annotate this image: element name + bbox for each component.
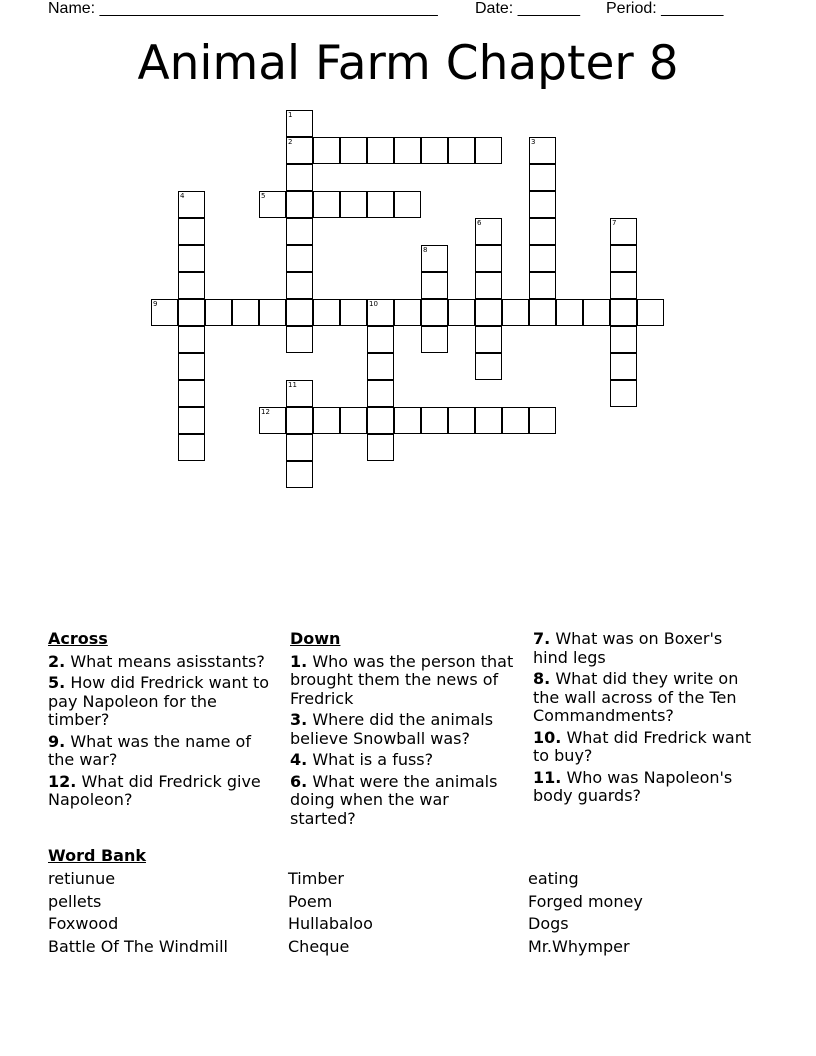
word-bank-item: Dogs — [528, 914, 569, 934]
clue-down-11: 11. Who was Napoleon's body guards? — [533, 767, 733, 805]
crossword-cell[interactable] — [475, 299, 502, 326]
word-bank-item: Forged money — [528, 891, 643, 911]
crossword-cell[interactable] — [367, 326, 394, 353]
crossword-cell[interactable] — [340, 407, 367, 434]
word-bank-column-3 — [528, 868, 643, 959]
clue-number: 2 — [288, 138, 293, 146]
crossword-cell[interactable] — [178, 245, 205, 272]
crossword-cell[interactable] — [421, 407, 448, 434]
clue-number: 7 — [612, 219, 617, 227]
crossword-cell[interactable] — [475, 353, 502, 380]
date-field[interactable]: Date: _______ — [475, 0, 580, 17]
crossword-cell[interactable] — [610, 272, 637, 299]
crossword-cell[interactable] — [286, 218, 313, 245]
clue-down-4: 4. What is a fuss? — [290, 750, 434, 769]
crossword-cell[interactable] — [610, 380, 637, 407]
crossword-grid — [0, 0, 816, 500]
crossword-cell[interactable] — [286, 461, 313, 488]
word-bank-item: Timber — [288, 869, 344, 888]
clue-number: 4 — [180, 192, 185, 200]
down-heading: Down — [290, 629, 341, 648]
crossword-cell[interactable] — [529, 164, 556, 191]
crossword-cell[interactable] — [556, 299, 583, 326]
crossword-cell[interactable] — [178, 434, 205, 461]
crossword-cell[interactable] — [286, 191, 313, 218]
crossword-cell[interactable] — [178, 299, 205, 326]
crossword-cell[interactable] — [448, 299, 475, 326]
across-clues — [48, 630, 278, 813]
crossword-cell[interactable] — [205, 299, 232, 326]
word-bank-item: Mr.Whymper — [528, 937, 630, 957]
crossword-cell[interactable] — [529, 272, 556, 299]
clue-number: 10 — [369, 300, 378, 308]
crossword-cell[interactable] — [529, 218, 556, 245]
crossword-cell[interactable] — [313, 191, 340, 218]
crossword-cell[interactable] — [286, 299, 313, 326]
crossword-cell[interactable] — [610, 299, 637, 326]
clue-number: 3 — [531, 138, 536, 146]
word-bank-item: Battle Of The Windmill — [48, 937, 228, 957]
crossword-cell[interactable] — [394, 191, 421, 218]
clue-across-9: 9. What was the name of the war? — [48, 731, 251, 769]
crossword-cell[interactable] — [313, 407, 340, 434]
crossword-cell[interactable] — [367, 191, 394, 218]
crossword-cell[interactable] — [475, 245, 502, 272]
crossword-cell[interactable] — [313, 299, 340, 326]
crossword-cell[interactable] — [259, 191, 286, 218]
crossword-cell[interactable] — [610, 218, 637, 245]
word-bank-item: eating — [528, 869, 579, 888]
crossword-cell[interactable] — [610, 353, 637, 380]
crossword-cell[interactable] — [421, 326, 448, 353]
clue-down-1: 1. Who was the person that brought them the news of Fredrick — [290, 651, 514, 708]
crossword-cell[interactable] — [286, 272, 313, 299]
crossword-cell[interactable] — [286, 407, 313, 434]
name-field[interactable]: Name: ______________________________________ — [48, 0, 438, 17]
crossword-cell[interactable] — [232, 299, 259, 326]
word-bank-column-1 — [48, 868, 228, 959]
crossword-cell[interactable] — [286, 434, 313, 461]
crossword-cell[interactable] — [367, 434, 394, 461]
clue-down-3: 3. Where did the animals believe Snowball was? — [290, 710, 494, 748]
crossword-cell[interactable] — [151, 299, 178, 326]
across-heading: Across — [48, 629, 108, 648]
crossword-cell[interactable] — [367, 407, 394, 434]
crossword-cell[interactable] — [286, 326, 313, 353]
crossword-cell[interactable] — [421, 272, 448, 299]
crossword-cell[interactable] — [178, 326, 205, 353]
crossword-cell[interactable] — [448, 137, 475, 164]
crossword-cell[interactable] — [394, 407, 421, 434]
crossword-cell[interactable] — [502, 407, 529, 434]
period-field[interactable]: Period: _______ — [606, 0, 724, 17]
crossword-cell[interactable] — [178, 353, 205, 380]
crossword-cell[interactable] — [286, 110, 313, 137]
crossword-cell[interactable] — [340, 137, 367, 164]
down-clues-col-1 — [290, 630, 515, 831]
crossword-cell[interactable] — [529, 245, 556, 272]
clue-down-7: 7. What was on Boxer's hind legs — [533, 629, 723, 667]
word-bank-heading: Word Bank — [48, 846, 147, 865]
crossword-cell[interactable] — [178, 191, 205, 218]
word-bank-item: Foxwood — [48, 914, 119, 934]
clue-down-10: 10. What did Fredrick want to buy? — [533, 727, 752, 765]
clue-number: 8 — [423, 246, 428, 254]
crossword-cell[interactable] — [178, 218, 205, 245]
word-bank-item: retiunue — [48, 869, 116, 888]
clue-across-5: 5. How did Fredrick want to pay Napoleon for the timber? — [48, 673, 270, 729]
clue-number: 9 — [153, 300, 158, 308]
clue-down-8: 8. What did they write on the wall across of the Ten Commandments? — [533, 669, 739, 725]
crossword-cell[interactable] — [610, 245, 637, 272]
crossword-cell[interactable] — [475, 137, 502, 164]
crossword-cell[interactable] — [178, 272, 205, 299]
clue-number: 5 — [261, 192, 266, 200]
crossword-cell[interactable] — [529, 407, 556, 434]
clue-number: 11 — [288, 381, 297, 389]
crossword-cell[interactable] — [421, 245, 448, 272]
crossword-cell[interactable] — [286, 245, 313, 272]
crossword-cell[interactable] — [448, 407, 475, 434]
crossword-cell[interactable] — [394, 137, 421, 164]
word-bank-item: pellets — [48, 891, 102, 911]
clue-down-6: 6. What were the animals doing when the war started? — [290, 771, 498, 828]
clue-number: 1 — [288, 111, 293, 119]
crossword-cell[interactable] — [529, 191, 556, 218]
crossword-cell[interactable] — [340, 191, 367, 218]
crossword-cell[interactable] — [394, 299, 421, 326]
clue-number: 6 — [477, 219, 482, 227]
crossword-cell[interactable] — [529, 137, 556, 164]
crossword-cell[interactable] — [502, 299, 529, 326]
crossword-cell[interactable] — [178, 380, 205, 407]
crossword-cell[interactable] — [286, 137, 313, 164]
crossword-cell[interactable] — [421, 299, 448, 326]
word-bank-item: Cheque — [288, 937, 350, 957]
crossword-cell[interactable] — [259, 407, 286, 434]
crossword-cell[interactable] — [367, 380, 394, 407]
word-bank-column-2 — [288, 868, 373, 959]
crossword-cell[interactable] — [475, 272, 502, 299]
word-bank-item: Hullabaloo — [288, 914, 373, 934]
crossword-cell[interactable] — [367, 353, 394, 380]
crossword-cell[interactable] — [637, 299, 664, 326]
crossword-cell[interactable] — [583, 299, 610, 326]
clue-number: 12 — [261, 408, 270, 416]
crossword-cell[interactable] — [340, 299, 367, 326]
crossword-cell[interactable] — [475, 326, 502, 353]
page-title: Animal Farm Chapter 8 — [137, 36, 679, 91]
crossword-cell[interactable] — [421, 137, 448, 164]
crossword-cell[interactable] — [259, 299, 286, 326]
crossword-cell[interactable] — [367, 299, 394, 326]
crossword-cell[interactable] — [286, 164, 313, 191]
word-bank-item: Poem — [288, 891, 333, 911]
crossword-cell[interactable] — [475, 218, 502, 245]
crossword-cell[interactable] — [610, 326, 637, 353]
crossword-cell[interactable] — [529, 299, 556, 326]
crossword-cell[interactable] — [367, 137, 394, 164]
crossword-cell[interactable] — [475, 407, 502, 434]
crossword-cell[interactable] — [313, 137, 340, 164]
down-clues-col-2 — [533, 630, 758, 809]
clue-across-2: 2. What means asisstants? — [48, 651, 265, 671]
clue-across-12: 12. What did Fredrick give Napoleon? — [48, 771, 261, 809]
crossword-cell[interactable] — [178, 407, 205, 434]
crossword-cell[interactable] — [286, 380, 313, 407]
